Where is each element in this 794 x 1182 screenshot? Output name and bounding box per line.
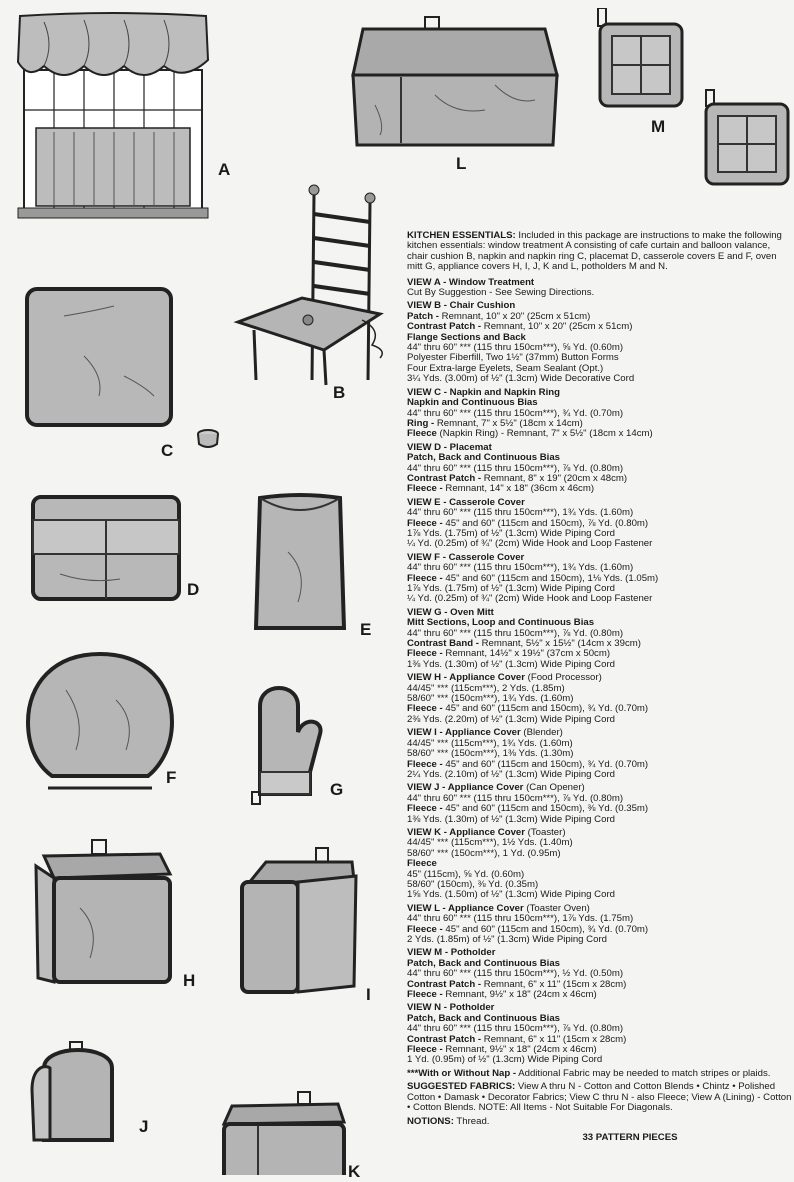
view-line-text: 44" thru 60" *** (115 thru 150cm***), 1¾ Yds. (1.60m) xyxy=(407,562,634,574)
view-line-text: 44" thru 60" *** (115 thru 150cm***), 1⅞ Yds. (1.75m) xyxy=(407,913,634,925)
view-line-text: (Napkin Ring) - Remnant, 7" x 5½" (18cm x 14cm) xyxy=(436,428,653,440)
view-title-text: VIEW F - Casserole Cover xyxy=(407,551,525,563)
view-line-text: 1 Yd. (0.95m) of ½" (1.3cm) Wide Piping Cord xyxy=(407,1054,603,1066)
view-title-text: VIEW D - Placemat xyxy=(407,441,492,453)
view-line-text: Cut By Suggestion - See Sewing Directions. xyxy=(407,287,595,299)
notions xyxy=(407,1117,793,1127)
window-treatment-illustration xyxy=(14,10,212,224)
view-label-b: B xyxy=(333,383,346,402)
view-label-a: A xyxy=(218,160,231,179)
potholder-illustration xyxy=(596,8,792,188)
view-line-label: Fleece - xyxy=(407,923,443,935)
view-line-text: 45" and 60" (115cm and 150cm), ⅞ Yd. (0.80m) xyxy=(442,517,649,529)
view-line-text: Remnant, 14½" x 19½" (37cm x 50cm) xyxy=(442,648,611,660)
view-line-label: Contrast Band - xyxy=(407,638,479,650)
view-label-c: C xyxy=(161,441,174,460)
pattern-pieces-count: 33 PATTERN PIECES xyxy=(582,1131,678,1143)
notions-text: Thread. xyxy=(453,1115,490,1127)
view-block xyxy=(407,904,793,946)
view-line-text: 58/60" *** (150cm***), 1¾ Yds. (1.60m) xyxy=(407,693,574,705)
view-title-suffix: (Blender) xyxy=(520,727,563,739)
view-line-text: 58/60" *** (150cm***), 1⅜ Yds. (1.30m) xyxy=(407,748,574,760)
view-title-text: VIEW K - Appliance Cover xyxy=(407,826,525,838)
view-title-text: VIEW N - Potholder xyxy=(407,1002,495,1014)
food-processor-cover-illustration xyxy=(30,838,174,988)
view-block xyxy=(407,608,793,670)
view-line-text: 45" and 60" (115cm and 150cm), ¾ Yd. (0.70m) xyxy=(442,923,649,935)
view-line xyxy=(407,890,793,900)
view-title-text: VIEW I - Appliance Cover xyxy=(407,727,521,739)
view-line-text: 45" and 60" (115cm and 150cm), ⅜ Yd. (0.35m) xyxy=(442,803,649,815)
view-title-text: VIEW G - Oven Mitt xyxy=(407,606,494,618)
view-line-label: Patch - xyxy=(407,310,439,322)
view-block xyxy=(407,783,793,825)
view-line-text: 1⅜ Yds. (1.30m) of ½" (1.3cm) Wide Piping Cord xyxy=(407,813,615,825)
nap-note-label: ***With or Without Nap - xyxy=(407,1067,517,1079)
suggested-fabrics-label: SUGGESTED FABRICS: xyxy=(407,1081,516,1093)
can-opener-cover-illustration xyxy=(28,1040,124,1144)
view-line xyxy=(407,1055,793,1065)
view-line-label: Napkin and Continuous Bias xyxy=(407,397,538,409)
view-line-text: Remnant, 9½" x 18" (24cm x 46cm) xyxy=(442,1044,597,1056)
view-label-m: M xyxy=(651,117,666,136)
view-line-text: Remnant, 8" x 19" (20cm x 48cm) xyxy=(481,472,628,484)
view-line-text: 45" and 60" (115cm and 150cm), ¾ Yd. (0.70m) xyxy=(442,758,649,770)
view-line-label: Contrast Patch - xyxy=(407,1033,482,1045)
view-block xyxy=(407,278,793,299)
view-line-text: Remnant, 6" x 11" (15cm x 28cm) xyxy=(481,978,627,990)
view-block xyxy=(407,728,793,780)
view-title-suffix: (Can Opener) xyxy=(523,782,585,794)
view-block xyxy=(407,1003,793,1065)
nap-note xyxy=(407,1069,793,1079)
view-line-label: Fleece - xyxy=(407,758,443,770)
notions-label: NOTIONS: xyxy=(407,1115,454,1127)
view-line-label: Fleece - xyxy=(407,483,443,495)
view-title-text: VIEW A - Window Treatment xyxy=(407,276,535,288)
view-line-label: Fleece xyxy=(407,428,437,440)
view-title-text: VIEW B - Chair Cushion xyxy=(407,300,516,312)
view-line-text: Polyester Fiberfill, Two 1½" (37mm) Button Forms xyxy=(407,352,619,364)
view-line-text: 44" thru 60" *** (115 thru 150cm***), ¾ Yd. (0.70m) xyxy=(407,407,624,419)
view-line-text: 44" thru 60" *** (115 thru 150cm***), ½ Yd. (0.50m) xyxy=(407,968,624,980)
view-line xyxy=(407,374,793,384)
fabric-requirements xyxy=(407,231,793,1143)
view-title-text: VIEW C - Napkin and Napkin Ring xyxy=(407,386,560,398)
view-title-text: VIEW M - Potholder xyxy=(407,947,496,959)
view-line-text: 44" thru 60" *** (115 thru 150cm***), ⅞ Yd. (0.80m) xyxy=(407,462,624,474)
view-line-text: Remnant, 7" x 5½" (18cm x 14cm) xyxy=(434,417,583,429)
view-label-i: I xyxy=(366,985,371,1004)
view-line-text: 45" (115cm), ⅝ Yd. (0.60m) xyxy=(407,868,525,880)
view-title-text: VIEW L - Appliance Cover xyxy=(407,902,524,914)
view-line xyxy=(407,849,793,859)
view-line xyxy=(407,935,793,945)
suggested-fabrics-text: View A thru N - Cotton and Cotton Blends • Chintz • Polished Cotton • Damask • Decorator Fabrics; View C thru N - also Fleece; View A (Lining) - Cotton • Cotton Blends. NOTE: All Items - Not Suitable For Diagonals. xyxy=(407,1081,792,1114)
view-label-f: F xyxy=(166,768,177,787)
view-line-label: Fleece - xyxy=(407,648,443,660)
view-title-suffix: (Toaster) xyxy=(525,826,566,838)
intro-text: Included in this package are instructions to make the following kitchen essentials: window treatment A consisting of cafe curtain and balloon valance, chair cushion B, napkin and napkin ring C, placemat D, casserole covers E and F, oven mitt G, appliance covers H, I, J, K and L, potholders M and N. xyxy=(407,230,782,273)
views-list xyxy=(407,278,793,1066)
view-line-label: Fleece - xyxy=(407,517,443,529)
view-title-text: VIEW H - Appliance Cover xyxy=(407,672,525,684)
placemat-illustration xyxy=(30,494,182,602)
view-label-g: G xyxy=(330,780,344,799)
view-line-label: Flange Sections and Back xyxy=(407,331,526,343)
view-block xyxy=(407,301,793,384)
suggested-fabrics xyxy=(407,1082,793,1113)
view-line-text: 44/45" *** (115cm***), 1¾ Yds. (1.60m) xyxy=(407,737,573,749)
view-line xyxy=(407,660,793,670)
view-title-suffix: (Food Processor) xyxy=(525,672,602,684)
view-line-text: 44" thru 60" *** (115 thru 150cm***), 1¾ Yds. (1.60m) xyxy=(407,507,634,519)
view-line xyxy=(407,715,793,725)
view-block xyxy=(407,388,793,440)
view-line-text: 1⅞ Yds. (1.75m) of ½" (1.3cm) Wide Piping Cord xyxy=(407,583,615,594)
view-title-text: VIEW J - Appliance Cover xyxy=(407,782,524,794)
view-block xyxy=(407,443,793,495)
view-line-text: ¼ Yd. (0.25m) of ¾" (2cm) Wide Hook and Loop Fastener xyxy=(407,538,653,550)
toaster-cover-illustration xyxy=(218,1090,348,1175)
view-line-text: 44" thru 60" *** (115 thru 150cm***), ⅝ Yd. (0.60m) xyxy=(407,342,624,354)
view-line xyxy=(407,539,793,549)
view-label-d: D xyxy=(187,580,200,599)
view-line-text: 2 Yds. (1.85m) of ½" (1.3cm) Wide Piping Cord xyxy=(407,934,607,945)
view-line xyxy=(407,990,793,1000)
view-line-text: Remnant, 5½" x 15½" (14cm x 39cm) xyxy=(478,638,641,650)
view-line-text: 3¼ Yds. (3.00m) of ½" (1.3cm) Wide Decorative Cord xyxy=(407,373,635,385)
view-line-label: Contrast Patch - xyxy=(407,472,482,484)
view-line-label: Fleece - xyxy=(407,989,443,1001)
napkin-illustration xyxy=(24,286,174,428)
view-label-k: K xyxy=(348,1162,361,1181)
view-line-text: Four Extra-large Eyelets, Seam Sealant (Opt.) xyxy=(407,362,604,374)
view-line-text: 44" thru 60" *** (115 thru 150cm***), ⅞ Yd. (0.80m) xyxy=(407,627,624,639)
view-line xyxy=(407,770,793,780)
view-line-text: 2⅜ Yds. (2.20m) of ½" (1.3cm) Wide Piping Cord xyxy=(407,713,615,725)
view-line-text: ¼ Yd. (0.25m) of ¾" (2cm) Wide Hook and Loop Fastener xyxy=(407,593,653,605)
view-line-label: Fleece xyxy=(407,858,437,870)
blender-cover-illustration xyxy=(236,846,362,996)
view-line-label: Contrast Patch - xyxy=(407,978,482,990)
chair-cushion-illustration xyxy=(232,180,392,390)
intro-title: KITCHEN ESSENTIALS: xyxy=(407,230,516,241)
view-label-l: L xyxy=(456,154,467,173)
view-line-label: Patch, Back and Continuous Bias xyxy=(407,1012,560,1024)
view-line-text: Remnant, 14" x 18" (36cm x 46cm) xyxy=(442,483,595,495)
view-line xyxy=(407,815,793,825)
view-title-text: VIEW E - Casserole Cover xyxy=(407,496,525,508)
view-line-text: 1⅞ Yds. (1.75m) of ½" (1.3cm) Wide Piping Cord xyxy=(407,527,615,539)
view-line-text: 1⅝ Yds. (1.50m) of ½" (1.3cm) Wide Piping Cord xyxy=(407,889,615,901)
view-line-text: 44" thru 60" *** (115 thru 150cm***), ⅞ Yd. (0.80m) xyxy=(407,1023,624,1035)
view-line-text: Remnant, 9½" x 18" (24cm x 46cm) xyxy=(442,989,597,1001)
view-label-h: H xyxy=(183,971,196,990)
view-line-text: Remnant, 10" x 20" (25cm x 51cm) xyxy=(481,321,633,333)
toaster-oven-cover-illustration xyxy=(335,15,567,155)
nap-note-text: Additional Fabric may be needed to match stripes or plaids. xyxy=(516,1067,771,1079)
view-line-text: Remnant, 10" x 20" (25cm x 51cm) xyxy=(439,310,591,322)
view-line-text: 44" thru 60" *** (115 thru 150cm***), ⅞ Yd. (0.80m) xyxy=(407,792,624,804)
view-line-text: 44/45" *** (115cm***), 2 Yds. (1.85m) xyxy=(407,682,565,694)
napkin-ring-illustration xyxy=(196,428,220,450)
view-block xyxy=(407,498,793,550)
view-line-text: 45" and 60" (115cm and 150cm), ¾ Yd. (0.70m) xyxy=(442,703,649,715)
view-line-label: Fleece - xyxy=(407,1044,443,1056)
view-line-text: 44/45" *** (115cm***), 1½ Yds. (1.40m) xyxy=(407,837,573,849)
view-line xyxy=(407,288,793,298)
view-line-label: Contrast Patch - xyxy=(407,321,482,333)
view-line-label: Patch, Back and Continuous Bias xyxy=(407,957,560,969)
view-line-label: Fleece - xyxy=(407,803,443,815)
view-block xyxy=(407,673,793,725)
view-line-label: Mitt Sections, Loop and Continuous Bias xyxy=(407,617,595,629)
view-block xyxy=(407,948,793,1000)
view-line-label: Ring - xyxy=(407,417,435,429)
view-line xyxy=(407,429,793,439)
intro-paragraph xyxy=(407,231,793,273)
view-block xyxy=(407,828,793,901)
casserole-cover-e-illustration xyxy=(248,492,352,634)
view-line-text: 58/60" (150cm), ⅜ Yd. (0.35m) xyxy=(407,878,539,890)
view-line-label: Patch, Back and Continuous Bias xyxy=(407,452,560,464)
view-line-text: 45" and 60" (115cm and 150cm), 1⅛ Yds. (1.05m) xyxy=(442,572,659,584)
view-label-e: E xyxy=(360,620,372,639)
view-label-j: J xyxy=(139,1117,149,1136)
view-block xyxy=(407,553,793,605)
view-line-text: 1⅜ Yds. (1.30m) of ½" (1.3cm) Wide Piping Cord xyxy=(407,658,615,670)
view-line-label: Fleece - xyxy=(407,572,443,584)
casserole-cover-f-illustration xyxy=(26,650,177,792)
view-title-suffix: (Toaster Oven) xyxy=(523,902,590,914)
view-line xyxy=(407,484,793,494)
oven-mitt-illustration xyxy=(248,676,330,806)
view-line-text: 2¼ Yds. (2.10m) of ½" (1.3cm) Wide Piping Cord xyxy=(407,768,615,780)
view-line xyxy=(407,594,793,604)
view-line-text: 58/60" *** (150cm***), 1 Yd. (0.95m) xyxy=(407,847,561,859)
view-line-text: Remnant, 6" x 11" (15cm x 28cm) xyxy=(481,1033,627,1045)
view-line-label: Fleece - xyxy=(407,703,443,715)
